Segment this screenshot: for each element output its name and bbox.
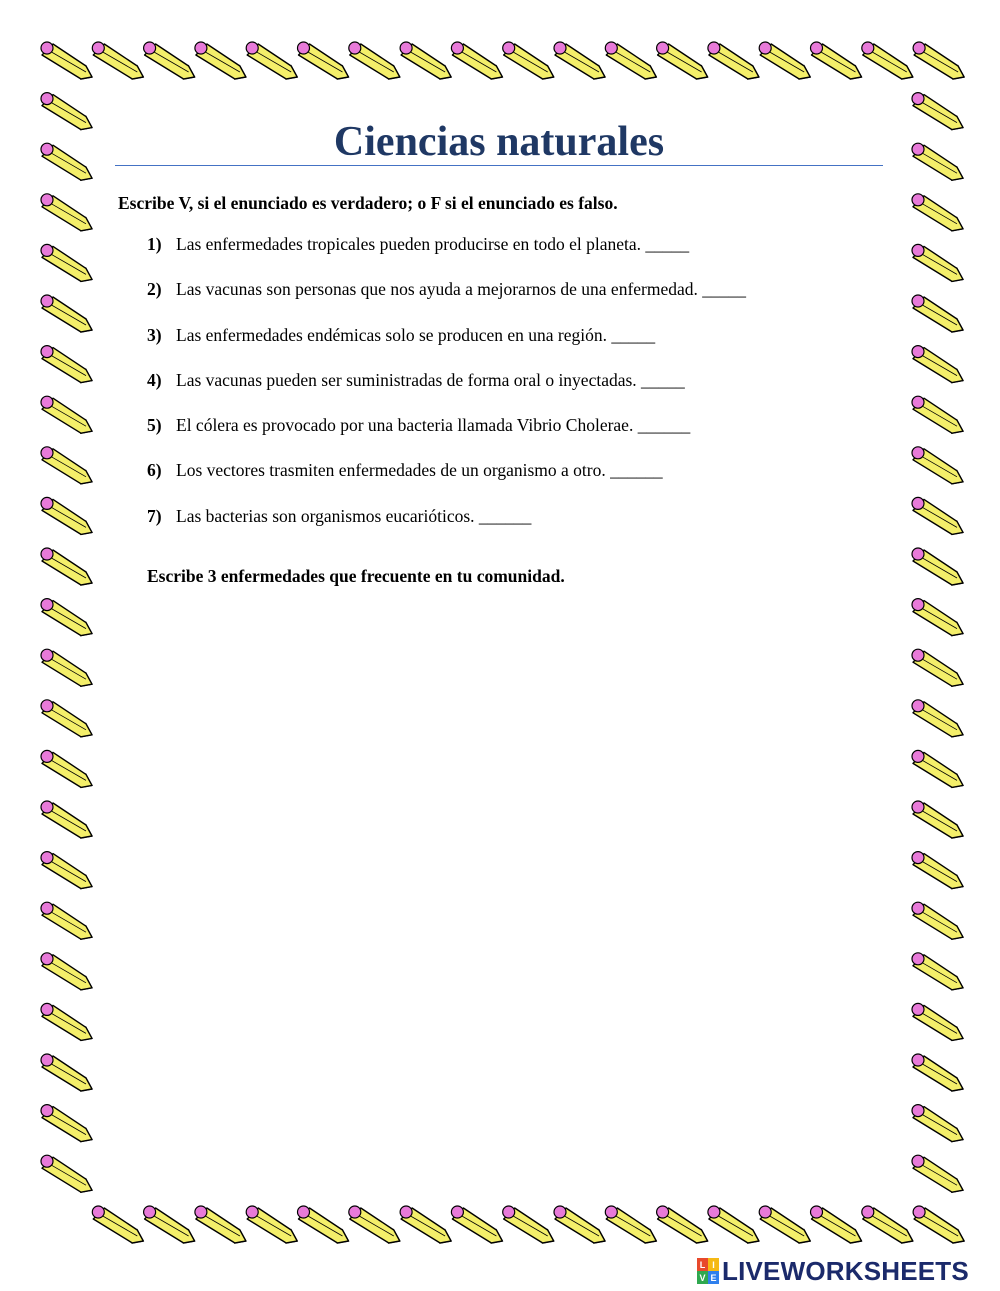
- liveworksheets-logo-icon: [697, 1258, 719, 1284]
- pencil-icon: [657, 1206, 708, 1243]
- pencil-icon: [41, 42, 92, 79]
- pencil-icon: [912, 649, 963, 686]
- pencil-icon: [41, 953, 92, 990]
- pencil-icon: [862, 1206, 913, 1243]
- pencil-icon: [912, 194, 963, 231]
- statement-item[interactable]: [147, 279, 746, 324]
- pencil-icon: [41, 143, 92, 180]
- pencil-icon: [759, 42, 810, 79]
- pencil-icon: [554, 1206, 605, 1243]
- statement-number: 6): [147, 460, 162, 481]
- liveworksheets-brand[interactable]: [697, 1256, 969, 1286]
- pencil-icon: [912, 801, 963, 838]
- pencil-icon: [41, 902, 92, 939]
- pencil-icon: [41, 447, 92, 484]
- pencil-icon: [912, 902, 963, 939]
- statement-text: El cólera es provocado por una bacteria llamada Vibrio Cholerae. ______: [176, 415, 691, 436]
- pencil-icon: [41, 93, 92, 130]
- pencil-icon: [811, 1206, 862, 1243]
- statement-number: 7): [147, 505, 162, 526]
- true-false-list: [147, 234, 746, 551]
- statement-item[interactable]: [147, 325, 746, 370]
- instruction-text: Escribe V, si el enunciado es verdadero; o F si el enunciado es falso.: [118, 193, 618, 213]
- pencil-icon: [41, 194, 92, 231]
- pencil-icon: [912, 1155, 963, 1192]
- pencil-icon: [912, 143, 963, 180]
- pencil-icon: [912, 1105, 963, 1142]
- pencil-icon: [912, 346, 963, 383]
- pencil-icon: [912, 1003, 963, 1040]
- pencil-icon: [605, 1206, 656, 1243]
- pencil-icon: [41, 599, 92, 636]
- pencil-icon: [144, 1206, 195, 1243]
- statement-number: 4): [147, 369, 162, 390]
- pencil-icon: [195, 42, 246, 79]
- pencil-icon: [912, 953, 963, 990]
- pencil-icon: [41, 1155, 92, 1192]
- pencil-icon: [298, 42, 349, 79]
- pencil-icon: [41, 346, 92, 383]
- logo-letter: E: [708, 1271, 719, 1284]
- pencil-icon: [41, 497, 92, 534]
- pencil-icon: [298, 1206, 349, 1243]
- pencil-icon: [41, 700, 92, 737]
- statement-item[interactable]: [147, 415, 746, 460]
- statement-item[interactable]: [147, 234, 746, 279]
- pencil-icon: [912, 700, 963, 737]
- pencil-icon: [349, 42, 400, 79]
- pencil-icon: [912, 244, 963, 281]
- pencil-icon: [811, 42, 862, 79]
- statement-text: Las bacterias son organismos eucarióticos. ______: [176, 505, 532, 526]
- logo-letter: V: [697, 1271, 708, 1284]
- statement-text: Las vacunas pueden ser suministradas de forma oral o inyectadas. _____: [176, 369, 685, 390]
- statement-text: Las vacunas son personas que nos ayuda a mejorarnos de una enfermedad. _____: [176, 279, 747, 300]
- pencil-icon: [912, 93, 963, 130]
- title-divider: [115, 165, 883, 166]
- pencil-icon: [41, 1003, 92, 1040]
- statement-item[interactable]: [147, 460, 746, 505]
- pencil-icon: [912, 548, 963, 585]
- pencil-icon: [41, 244, 92, 281]
- pencil-icon: [503, 42, 554, 79]
- pencil-icon: [41, 548, 92, 585]
- pencil-icon: [708, 1206, 759, 1243]
- statement-number: 2): [147, 279, 162, 300]
- pencil-icon: [912, 295, 963, 332]
- pencil-icon: [912, 396, 963, 433]
- pencil-icon: [144, 42, 195, 79]
- pencil-icon: [41, 1105, 92, 1142]
- pencil-icon: [912, 750, 963, 787]
- pencil-icon: [912, 1054, 963, 1091]
- pencil-icon: [41, 1054, 92, 1091]
- pencil-icon: [41, 396, 92, 433]
- pencil-icon: [913, 1206, 964, 1243]
- pencil-icon: [41, 852, 92, 889]
- pencil-icon: [708, 42, 759, 79]
- pencil-icon: [92, 1206, 143, 1243]
- pencil-icon: [503, 1206, 554, 1243]
- pencil-icon: [451, 42, 502, 79]
- pencil-icon: [912, 852, 963, 889]
- statement-item[interactable]: [147, 506, 746, 551]
- pencil-icon: [862, 42, 913, 79]
- pencil-icon: [195, 1206, 246, 1243]
- statement-number: 3): [147, 324, 162, 345]
- brand-name: LIVEWORKSHEETS: [722, 1255, 969, 1286]
- pencil-icon: [451, 1206, 502, 1243]
- pencil-icon: [913, 42, 964, 79]
- logo-letter: I: [708, 1258, 719, 1271]
- pencil-icon: [41, 801, 92, 838]
- pencil-icon: [41, 649, 92, 686]
- pencil-icon: [246, 42, 297, 79]
- pencil-icon: [92, 42, 143, 79]
- pencil-icon: [605, 42, 656, 79]
- pencil-icon: [912, 447, 963, 484]
- pencil-icon: [400, 42, 451, 79]
- pencil-icon: [759, 1206, 810, 1243]
- statement-number: 5): [147, 415, 162, 436]
- pencil-icon: [554, 42, 605, 79]
- pencil-icon: [657, 42, 708, 79]
- pencil-icon: [246, 1206, 297, 1243]
- statement-number: 1): [147, 234, 162, 254]
- pencil-icon: [912, 497, 963, 534]
- logo-letter: L: [697, 1258, 708, 1271]
- second-task-prompt: Escribe 3 enfermedades que frecuente en tu comunidad.: [147, 566, 565, 586]
- pencil-icon: [912, 599, 963, 636]
- pencil-icon: [400, 1206, 451, 1243]
- statement-text: Las enfermedades tropicales pueden producirse en todo el planeta. _____: [176, 234, 690, 254]
- pencil-icon: [41, 750, 92, 787]
- pencil-icon: [41, 295, 92, 332]
- pencil-icon: [349, 1206, 400, 1243]
- statement-text: Las enfermedades endémicas solo se producen en una región. _____: [176, 324, 656, 345]
- page-title: Ciencias naturales: [333, 119, 665, 165]
- statement-item[interactable]: [147, 370, 746, 415]
- statement-text: Los vectores trasmiten enfermedades de un organismo a otro. ______: [176, 460, 663, 481]
